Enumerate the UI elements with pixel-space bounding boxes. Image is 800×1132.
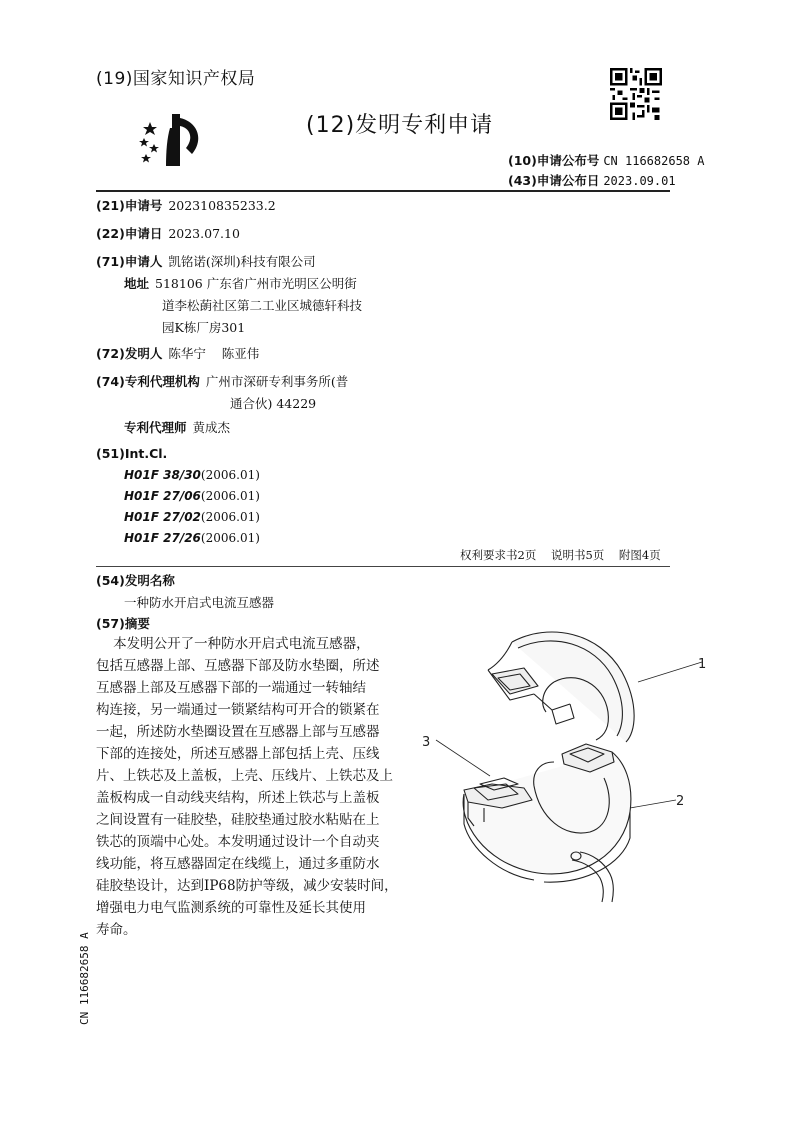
abstract-line: 片、上铁芯及上盖板，上壳、压线片、上铁芯及上 — [96, 768, 393, 784]
abstract-line: 增强电力电气监测系统的可靠性及延长其使用 — [96, 900, 366, 916]
pub-date: 2023.09.01 — [603, 174, 676, 188]
abstract-label-text: (57)摘要 — [96, 616, 150, 631]
agency-label: (74)专利代理机构 — [96, 374, 200, 389]
abstract-line: 线功能，将互感器固定在线缆上，通过多重防水 — [96, 856, 380, 872]
app-date: 2023.07.10 — [168, 226, 240, 241]
title-label — [96, 571, 175, 591]
ipc-version: (2006.01) — [200, 531, 260, 545]
ipc-item — [124, 468, 260, 482]
inventors: 陈华宁 陈亚伟 — [168, 346, 260, 361]
app-date-label: (22)申请日 — [96, 226, 163, 241]
abstract-line: 硅胶垫设计，达到IP68防护等级，减少安装时间， — [96, 878, 398, 894]
ipc-code: H01F 27/02 — [124, 510, 201, 524]
side-pub-number-text: CN 116682658 A — [78, 932, 91, 1025]
agency-line: 通合伙) 44229 — [230, 396, 317, 411]
ipc-version: (2006.01) — [200, 510, 260, 524]
pub-date-label: (43)申请公布日 — [508, 173, 600, 188]
address-label: 地址 — [124, 276, 150, 291]
pub-number-label: (10)申请公布号 — [508, 153, 600, 168]
ipc-version: (2006.01) — [200, 489, 260, 503]
agent-label: 专利代理师 — [124, 420, 187, 435]
side-pub-number — [78, 905, 96, 1025]
agency-row — [96, 372, 348, 392]
abstract-line: 之间设置有一硅胶垫，硅胶垫通过胶水粘贴在上 — [96, 812, 380, 828]
ipc-code: H01F 38/30 — [124, 468, 201, 482]
ipc-item — [124, 531, 260, 545]
intcl-row — [96, 444, 167, 464]
qr-code — [610, 68, 662, 120]
abstract-line: 寿命。 — [96, 922, 137, 938]
office-logo — [136, 108, 206, 170]
applicant: 凯铭诺(深圳)科技有限公司 — [168, 254, 316, 269]
abstract-line: 互感器上部及互感器下部的一端通过一转轴结 — [96, 680, 366, 696]
applicant-row — [96, 252, 316, 272]
abstract-line: 本发明公开了一种防水开启式电流互感器， — [96, 636, 370, 652]
address-line: 园K栋厂房301 — [162, 320, 246, 335]
abstract-line: 一起，所述防水垫圈设置在互感器上部与互感器 — [96, 724, 380, 740]
intcl-label: (51)Int.Cl. — [96, 446, 168, 461]
publication-type: (12)发明专利申请 — [306, 113, 494, 138]
header-divider — [96, 190, 670, 192]
abstract-line: 包括互感器上部、互感器下部及防水垫圈，所述 — [96, 658, 380, 674]
invention-title: 一种防水开启式电流互感器 — [124, 595, 275, 610]
pub-number-row — [508, 151, 704, 169]
ipc-code: H01F 27/06 — [124, 489, 201, 503]
app-no: 202310835233.2 — [168, 198, 276, 213]
address-line: 518106 广东省广州市光明区公明街 — [155, 276, 357, 291]
fig-label-3: 3 — [422, 735, 431, 750]
office-name: (19)国家知识产权局 — [96, 69, 256, 89]
pub-number: CN 116682658 A — [603, 154, 705, 168]
fig-label-1: 1 — [698, 657, 707, 672]
inventor-row — [96, 344, 259, 364]
ipc-item — [124, 510, 260, 524]
agent: 黄成杰 — [192, 420, 231, 435]
abstract-line: 盖板构成一自动线夹结构，所述上铁芯与上盖板 — [96, 790, 380, 806]
address-row — [124, 274, 357, 294]
fig-label-2: 2 — [676, 794, 685, 809]
abstract-label — [96, 614, 150, 634]
address-line: 道李松蓢社区第二工业区城德轩科技 — [162, 298, 363, 313]
app-date-row — [96, 224, 240, 244]
inventor-label: (72)发明人 — [96, 346, 163, 361]
address-row-3 — [162, 318, 245, 338]
agent-row — [124, 418, 230, 438]
agency-row-2 — [230, 394, 316, 414]
address-row-2 — [162, 296, 362, 316]
app-no-label: (21)申请号 — [96, 198, 163, 213]
applicant-label: (71)申请人 — [96, 254, 163, 269]
ipc-item — [124, 489, 260, 503]
biblio-divider — [96, 566, 670, 567]
pub-date-row — [508, 171, 676, 189]
app-no-row — [96, 196, 276, 216]
transformer-drawing — [414, 612, 707, 902]
abstract-line: 下部的连接处，所述互感器上部包括上壳、压线 — [96, 746, 380, 762]
abstract-line: 构连接，另一端通过一锁紧结构可开合的锁紧在 — [96, 702, 380, 718]
page-counts: 权利要求书2页 说明书5页 附图4页 — [460, 548, 661, 562]
title-label-text: (54)发明名称 — [96, 573, 175, 588]
agency-line: 广州市深研专利事务所(普 — [205, 374, 349, 389]
abstract-line: 铁芯的顶端中心处。本发明通过设计一个自动夹 — [96, 834, 380, 850]
ipc-version: (2006.01) — [200, 468, 260, 482]
ipc-code: H01F 27/26 — [124, 531, 201, 545]
